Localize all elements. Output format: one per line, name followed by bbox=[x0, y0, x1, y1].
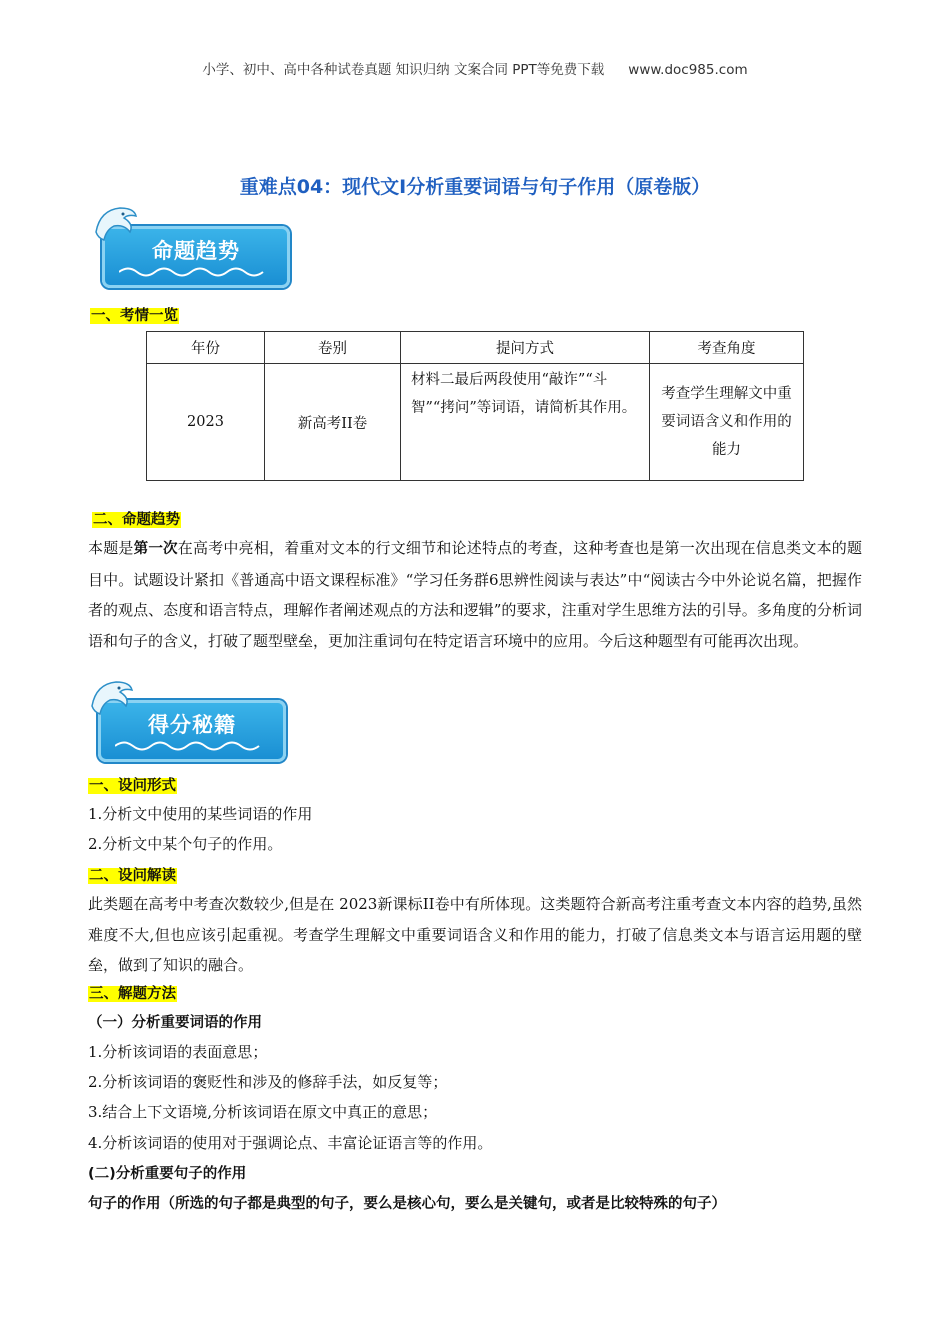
header-text: 小学、初中、高中各种试卷真题 知识归纳 文案合同 PPT等免费下载 bbox=[202, 62, 605, 78]
interpret-paragraph: 此类题在高考中考查次数较少,但是在 2023新课标II卷中有所体现。这类题符合新高考注重考查文本内容的趋势,虽然难度不大,但也应该引起重视。考查学生理解文中重要词语含义和作用的能力，打破了信息类文本与语言运用题的壁垒，做到了知识的融合。 bbox=[88, 895, 862, 974]
cell-question: 材料二最后两段使用“敲诈”“斗智”“拷问”等词语，请简析其作用。 bbox=[401, 364, 650, 481]
question-interpret-heading: 二、设问解读 bbox=[89, 868, 176, 884]
cell-year: 2023 bbox=[147, 364, 265, 481]
section-overview-heading: 一、考情一览 bbox=[91, 308, 178, 324]
question-form-heading: 一、设问形式 bbox=[89, 778, 176, 794]
col-question: 提问方式 bbox=[401, 332, 650, 364]
list-item: 1.分析该词语的表面意思； bbox=[88, 1043, 268, 1061]
dolphin-icon bbox=[86, 676, 136, 720]
list-item: 1.分析文中使用的某些词语的作用 bbox=[88, 805, 313, 823]
section-trend-heading: 二、命题趋势 bbox=[93, 512, 180, 528]
sub-heading-sentences: (二)分析重要句子的作用 bbox=[88, 1166, 247, 1182]
dolphin-icon bbox=[90, 202, 140, 246]
col-paper: 卷别 bbox=[265, 332, 401, 364]
cell-paper: 新高考II卷 bbox=[265, 364, 401, 481]
secret-badge bbox=[92, 688, 288, 762]
col-year: 年份 bbox=[147, 332, 265, 364]
trend-badge bbox=[96, 214, 292, 288]
first-time-emphasis: 第一次 bbox=[133, 541, 178, 557]
trend-badge-label: 命题趋势 bbox=[152, 239, 240, 263]
list-item: 3.结合上下文语境,分析该词语在原文中真正的意思； bbox=[88, 1103, 438, 1121]
sub-heading-words: （一）分析重要词语的作用 bbox=[88, 1015, 262, 1031]
sentence-role-note: 句子的作用（所选的句子都是典型的句子，要么是核心句，要么是关键句，或者是比较特殊的句子） bbox=[88, 1196, 726, 1212]
wave-icon bbox=[119, 265, 269, 279]
page-title: 重难点04：现代文I分析重要词语与句子作用（原卷版） bbox=[239, 176, 711, 198]
secret-badge-label: 得分秘籍 bbox=[148, 713, 236, 737]
list-item: 2.分析文中某个句子的作用。 bbox=[88, 835, 283, 853]
cell-angle: 考查学生理解文中重要词语含义和作用的能力 bbox=[650, 364, 804, 481]
method-heading: 三、解题方法 bbox=[89, 986, 176, 1002]
col-angle: 考查角度 bbox=[650, 332, 804, 364]
wave-icon bbox=[115, 739, 265, 753]
list-item: 4.分析该词语的使用对于强调论点、丰富论证语言等的作用。 bbox=[88, 1134, 493, 1152]
page-header bbox=[0, 58, 950, 78]
header-site-link[interactable]: www.doc985.com bbox=[628, 62, 748, 78]
trend-paragraph: 本题是第一次在高考中亮相，着重对文本的行文细节和论述特点的考查，这种考查也是第一次出现在信息类文本的题目中。试题设计紧扣《普通高中语文课程标准》“学习任务群6思辨性阅读与表达”中“阅读古今中外论说名篇，把握作者的观点、态度和语言特点，理解作者阐述观点的方法和逻辑”的要求，注重对学生思维方法的引导。多角度的分析词语和句子的含义，打破了题型壁垒，更加注重词句在特定语言环境中的应用。今后这种题型有可能再次出现。 bbox=[88, 539, 862, 650]
table-header-row bbox=[147, 332, 804, 364]
exam-table bbox=[146, 331, 804, 481]
table-row bbox=[147, 364, 804, 481]
list-item: 2.分析该词语的褒贬性和涉及的修辞手法，如反复等； bbox=[88, 1073, 448, 1091]
